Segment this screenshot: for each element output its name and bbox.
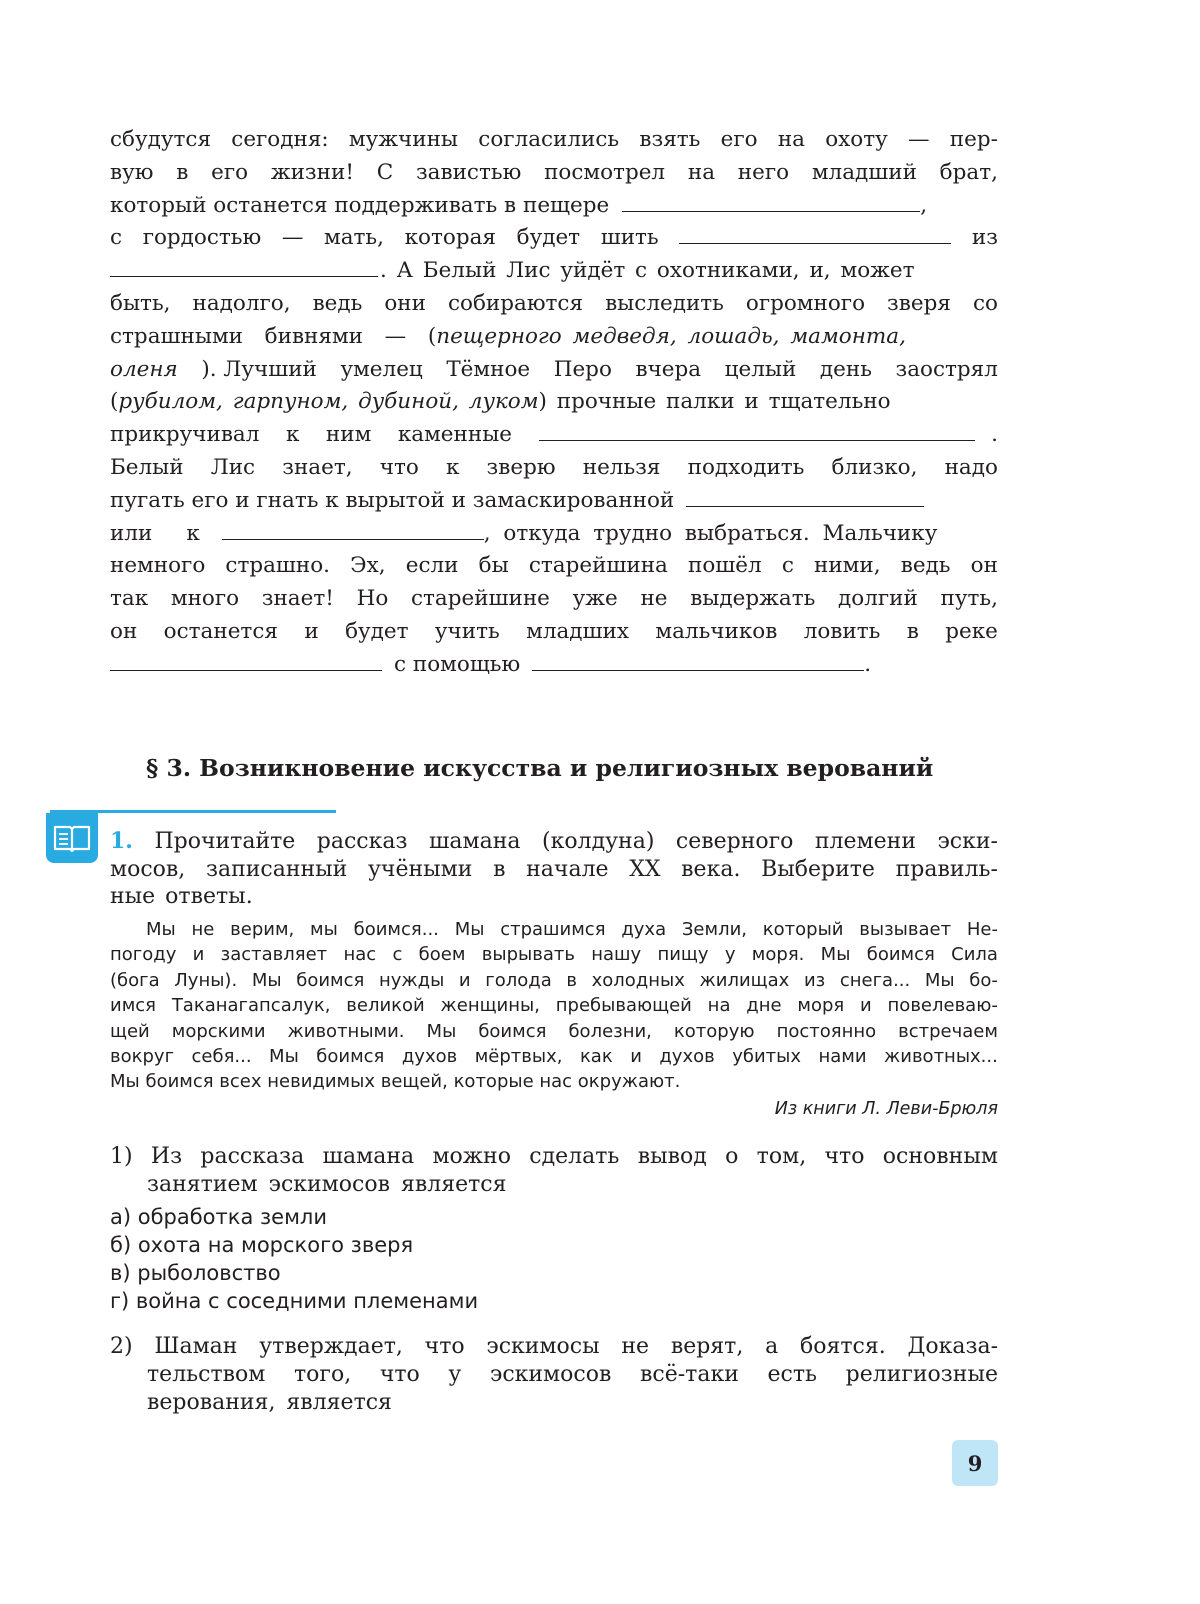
story-line: страшными бивнями — ( пещерного медведя, лошадь, мамонта,: [110, 323, 906, 349]
quote-line: Мы не верим, мы боимся... Мы страшимся духа Земли, который вызывает Не-: [146, 919, 998, 940]
story-line: который останется поддерживать в пещере ,: [110, 192, 928, 218]
answer-blank[interactable]: [686, 488, 924, 507]
story-passage: [110, 124, 998, 682]
question-line: занятием эскимосов является: [147, 1172, 507, 1197]
task-instruction: [110, 828, 998, 911]
quote-line: вокруг себя... Мы боимся духов мёртвых, как и духов убитых нами животных...: [110, 1045, 998, 1067]
answer-option[interactable]: б) охота на морского зверя: [110, 1233, 414, 1257]
question-2: [110, 1333, 998, 1417]
shaman-quote: [110, 917, 998, 1095]
answer-blank[interactable]: [532, 652, 864, 671]
answer-blank[interactable]: [222, 521, 484, 540]
quote-source: Из книги Л. Леви-Брюля: [774, 1099, 998, 1119]
page-number: 9: [952, 1440, 998, 1486]
story-line: он останется и будет учить младших мальчиков ловить в реке: [110, 618, 998, 644]
story-line: с гордостью — мать, которая будет шить из: [110, 225, 998, 251]
story-line: Белый Лис знает, что к зверю нельзя подходить близко, надо: [110, 454, 998, 480]
quote-line: погоду и заставляет нас с боем вырывать нашу пищу у моря. Мы боимся Сила: [110, 944, 998, 966]
question-line: 1) Из рассказа шамана можно сделать вывод о том, что основным: [110, 1144, 998, 1169]
story-line: вую в его жизни! С завистью посмотрел на него младший брат,: [110, 159, 998, 185]
answer-blank[interactable]: [539, 422, 975, 441]
quote-line: Мы боимся всех невидимых вещей, которые нас окружают.: [110, 1071, 681, 1093]
quote-line: (бога Луны). Мы боимся нужды и голода в холодных жилищах из снега... Мы бо-: [110, 969, 998, 991]
story-line: так много знает! Но старейшине уже не выдержать долгий путь,: [110, 586, 998, 612]
section-title: § 3. Возникновение искусства и религиозных верований: [146, 754, 934, 782]
story-line: или к , откуда трудно выбраться. Мальчику: [110, 520, 938, 546]
story-line: оленя ). Лучший умелец Тёмное Перо вчера целый день заострял: [110, 356, 998, 382]
question-1: [110, 1143, 998, 1199]
task-line: 1. Прочитайте рассказ шамана (колдуна) северного племени эски-: [110, 828, 998, 854]
open-book-icon: [46, 813, 98, 863]
answer-blank[interactable]: [110, 258, 378, 277]
answer-blank[interactable]: [622, 193, 920, 212]
question-line: тельством того, что у эскимосов всё-таки есть религиозные: [147, 1362, 998, 1387]
task-line: ные ответы.: [110, 884, 253, 909]
answer-option[interactable]: в) рыболовство: [110, 1261, 281, 1285]
answer-options: [110, 1203, 478, 1315]
story-line: сбудутся сегодня: мужчины согласились взять его на охоту — пер-: [110, 127, 998, 152]
question-line: верования, является: [147, 1390, 392, 1415]
quote-line: имся Таканагапсалук, великой женщины, пребывающей на дне моря и повелеваю-: [110, 995, 998, 1017]
story-line: с помощью .: [110, 649, 998, 682]
task-line: мосов, записанный учёными в начале XX века. Выберите правиль-: [110, 856, 998, 882]
story-line: ( рубилом, гарпуном, дубиной, луком ) прочные палки и тщательно: [110, 389, 891, 415]
story-line: быть, надолго, ведь они собираются выследить огромного зверя со: [110, 290, 998, 316]
answer-option[interactable]: а) обработка земли: [110, 1205, 327, 1229]
answer-blank[interactable]: [679, 225, 951, 244]
question-line: 2) Шаман утверждает, что эскимосы не верят, а боятся. Доказа-: [110, 1334, 998, 1359]
quote-line: щей морскими животными. Мы боимся болезни, которую постоянно встречаем: [110, 1020, 998, 1042]
story-line: . А Белый Лис уйдёт с охотниками, и, может: [110, 255, 998, 288]
answer-blank[interactable]: [110, 652, 382, 671]
story-line: пугать его и гнать к вырытой и замаскированной: [110, 485, 998, 518]
task-number: 1.: [110, 828, 133, 854]
answer-option[interactable]: г) война с соседними племенами: [110, 1289, 479, 1313]
story-line: прикручивал к ним каменные .: [110, 422, 998, 448]
story-line: немного страшно. Эх, если бы старейшина пошёл с ними, ведь он: [110, 553, 998, 579]
